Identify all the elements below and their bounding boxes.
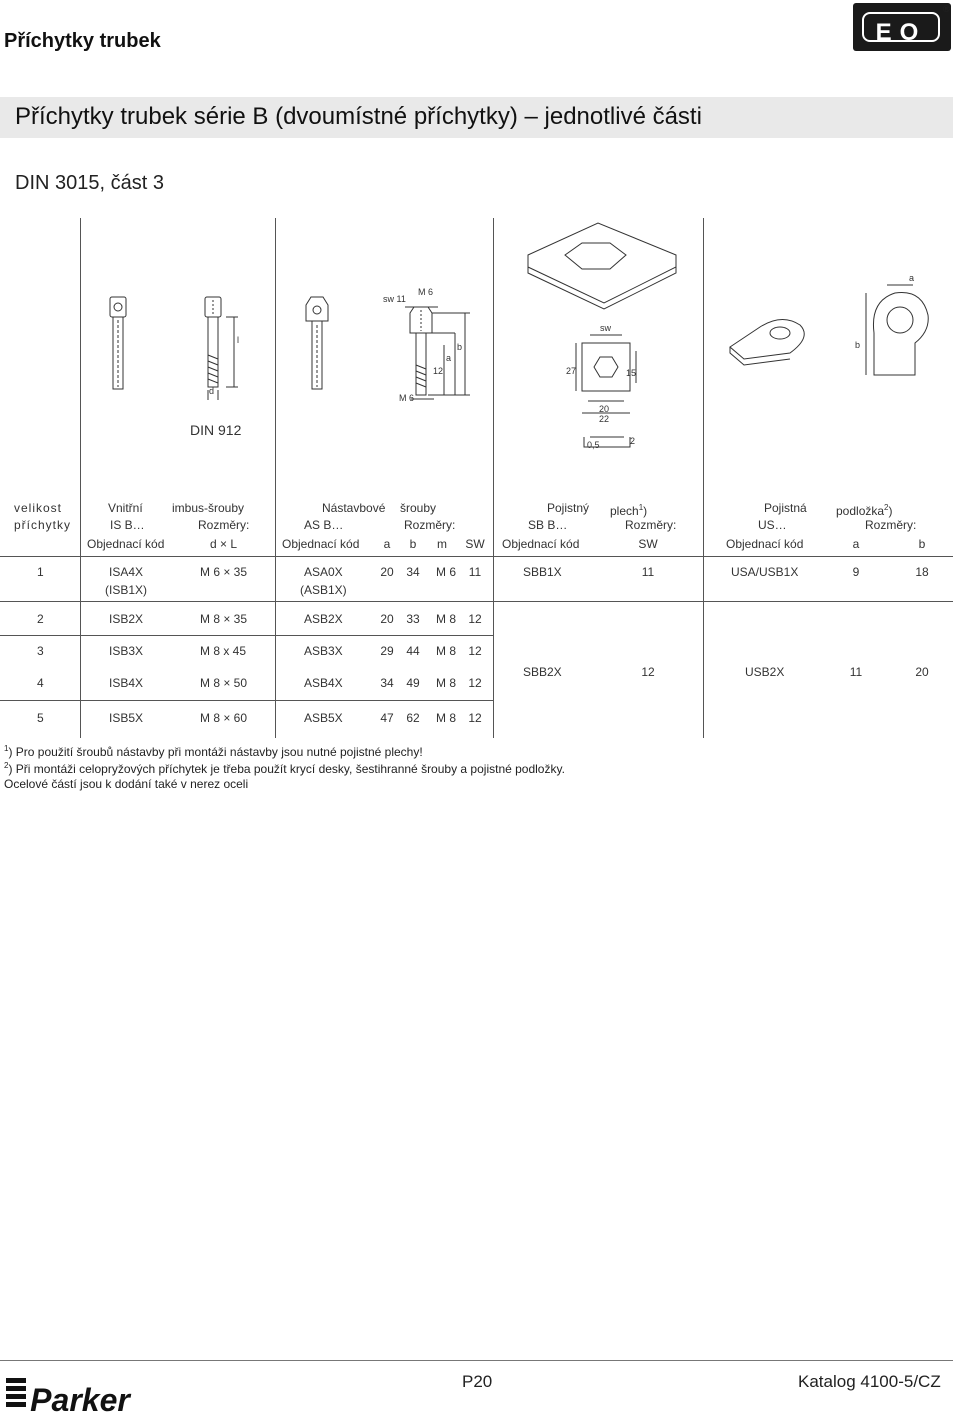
head-us-a: a — [852, 537, 860, 551]
head-us-b: b — [918, 537, 926, 551]
eo-logo-text: EO — [875, 19, 927, 46]
head-as-b: b — [409, 537, 417, 551]
head-is-dl: d × L — [210, 537, 238, 551]
row5-m: M 8 — [435, 711, 457, 725]
us-row1-b: 18 — [915, 565, 929, 579]
head-sb-dims: Rozměry: — [625, 518, 677, 532]
head-us-code: US… — [758, 518, 787, 532]
dim-2-label: 2 — [630, 436, 636, 446]
row2-separator — [0, 635, 493, 636]
head-as-code: AS B… — [304, 518, 344, 532]
head-us-dims: Rozměry: — [865, 518, 917, 532]
dim-05-label: 0,5 — [587, 440, 600, 450]
row2-as: ASB2X — [304, 612, 343, 626]
dim-sw11-label: sw 11 — [383, 294, 406, 304]
locking-plate-front-icon — [576, 335, 636, 447]
section-title: Příchytky trubek série B (dvoumístné příchytky) – jednotlivé části — [15, 103, 702, 130]
washer-b-label: b — [855, 340, 861, 350]
row5-dl: M 8 × 60 — [200, 711, 248, 725]
row4-as: ASB4X — [304, 676, 343, 690]
row1-as-alt: (ASB1X) — [300, 583, 347, 597]
row4-b: 49 — [406, 676, 420, 690]
page-number: P20 — [462, 1372, 493, 1391]
head-sb-sw: SW — [638, 537, 658, 551]
row3-dl: M 8 x 45 — [200, 644, 247, 658]
row2-is: ISB2X — [109, 612, 144, 626]
head-is-1: Vnitřní — [108, 501, 143, 515]
head-as-a: a — [383, 537, 391, 551]
us-row2-code: USB2X — [745, 665, 785, 679]
sb-row1-sw: 11 — [641, 565, 655, 579]
dim-d-label: d — [209, 386, 215, 396]
row1-is: ISA4X — [109, 565, 144, 579]
row1-separator — [0, 601, 953, 602]
head-as-2: šrouby — [400, 501, 437, 515]
din912-label: DIN 912 — [190, 422, 242, 438]
sb-row2-code: SBB2X — [523, 665, 562, 679]
head-us-order: Objednací kód — [726, 537, 804, 551]
us-row1-a: 9 — [852, 565, 860, 579]
dim-l-label: l — [237, 335, 239, 345]
section-subtitle: DIN 3015, část 3 — [15, 172, 164, 194]
head-is-2: imbus-šrouby — [172, 501, 245, 515]
sb-row1-code: SBB1X — [523, 565, 562, 579]
row5-b: 62 — [406, 711, 420, 725]
row1-size: 1 — [37, 565, 44, 579]
row3-m: M 8 — [435, 644, 457, 658]
row1-dl: M 6 × 35 — [200, 565, 248, 579]
row4-separator — [0, 700, 493, 701]
dim-a-label: a — [446, 353, 452, 363]
dim-15-label: 15 — [626, 368, 637, 378]
header-separator — [0, 556, 953, 557]
row5-as: ASB5X — [304, 711, 343, 725]
row3-b: 44 — [406, 644, 420, 658]
row1-a: 20 — [380, 565, 394, 579]
locking-plate-icon — [528, 223, 676, 309]
footnote-2: $^2$) Při montáži celopryžových příchytek je třeba použít krycí desky, šestihranné šrouby a pojistné podložky. — [4, 761, 565, 776]
registered-mark: ® — [943, 4, 950, 14]
row1-as: ASA0X — [304, 565, 343, 579]
row2-a: 20 — [380, 612, 394, 626]
head-sb-2: plech$^1$) — [610, 503, 648, 518]
us-row2-a: 11 — [849, 665, 863, 679]
catalog-number: Katalog 4100-5/CZ — [798, 1372, 941, 1391]
head-is-code: IS B… — [110, 518, 145, 532]
footer-rule — [0, 1360, 953, 1361]
row3-size: 3 — [37, 644, 44, 658]
page-header-title: Příchytky trubek — [4, 30, 161, 52]
head-sb-code: SB B… — [528, 518, 568, 532]
parker-logo-text: Parker — [30, 1382, 130, 1418]
row1-is-alt: (ISB1X) — [105, 583, 148, 597]
row1-sw: 11 — [468, 565, 482, 579]
row4-is: ISB4X — [109, 676, 144, 690]
dim-m6-top-label: M 6 — [418, 287, 434, 297]
parker-logo — [0, 1368, 134, 1420]
dim-sw-label: sw — [600, 323, 611, 333]
washer-a-label: a — [909, 273, 915, 283]
head-sb-order: Objednací kód — [502, 537, 580, 551]
head-sb-1: Pojistný — [547, 501, 590, 515]
head-us-1: Pojistná — [764, 501, 807, 515]
row5-sw: 12 — [468, 711, 482, 725]
row4-a: 34 — [380, 676, 394, 690]
row3-a: 29 — [380, 644, 394, 658]
title-band — [0, 97, 953, 138]
head-is-dims: Rozměry: — [198, 518, 250, 532]
row2-sw: 12 — [468, 612, 482, 626]
row3-sw: 12 — [468, 644, 482, 658]
head-us-2: podložka$^2$) — [836, 503, 893, 518]
row5-is: ISB5X — [109, 711, 144, 725]
head-is-order: Objednací kód — [87, 537, 165, 551]
eo-logo — [853, 3, 951, 51]
dim-20-label: 20 — [599, 404, 610, 414]
dim-m6-bottom-label: M 6 — [399, 393, 415, 403]
head-as-1: Nástavbové — [322, 501, 386, 515]
row1-b: 34 — [406, 565, 420, 579]
lock-washer-top-icon — [866, 285, 928, 375]
sb-row2-sw: 12 — [641, 665, 655, 679]
dim-22-label: 22 — [599, 414, 610, 424]
head-as-m: m — [437, 537, 447, 551]
socket-screw-icon — [110, 297, 126, 389]
head-size-1: velikost — [14, 501, 63, 515]
us-row1-code: USA/USB1X — [731, 565, 799, 579]
stud-dimension-icon — [405, 307, 470, 399]
row1-m: M 6 — [435, 565, 457, 579]
us-row2-b: 20 — [915, 665, 929, 679]
row4-sw: 12 — [468, 676, 482, 690]
row3-as: ASB3X — [304, 644, 343, 658]
lock-washer-icon — [730, 319, 804, 365]
footnote-3: Ocelové částí jsou k dodání také v nerez oceli — [4, 777, 249, 791]
din912-screw-icon — [205, 297, 238, 400]
row4-size: 4 — [37, 676, 44, 690]
dim-b-label: b — [457, 342, 463, 352]
dim-12-label: 12 — [433, 366, 444, 376]
dim-27-label: 27 — [566, 366, 577, 376]
row5-a: 47 — [380, 711, 394, 725]
row4-dl: M 8 × 50 — [200, 676, 248, 690]
row3-is: ISB3X — [109, 644, 144, 658]
row5-size: 5 — [37, 711, 44, 725]
row2-m: M 8 — [435, 612, 457, 626]
head-as-order: Objednací kód — [282, 537, 360, 551]
stud-screw-icon — [306, 297, 328, 389]
head-size-2: příchytky — [14, 518, 72, 532]
parts-drawing — [0, 215, 960, 465]
row2-size: 2 — [37, 612, 44, 626]
footnote-1: $^1$) Pro použití šroubů nástavby při montáži nástavby jsou nutné pojistné plechy! — [4, 744, 423, 759]
row2-dl: M 8 × 35 — [200, 612, 248, 626]
head-as-sw: SW — [465, 537, 485, 551]
row4-m: M 8 — [435, 676, 457, 690]
head-as-dims: Rozměry: — [404, 518, 456, 532]
row2-b: 33 — [406, 612, 420, 626]
